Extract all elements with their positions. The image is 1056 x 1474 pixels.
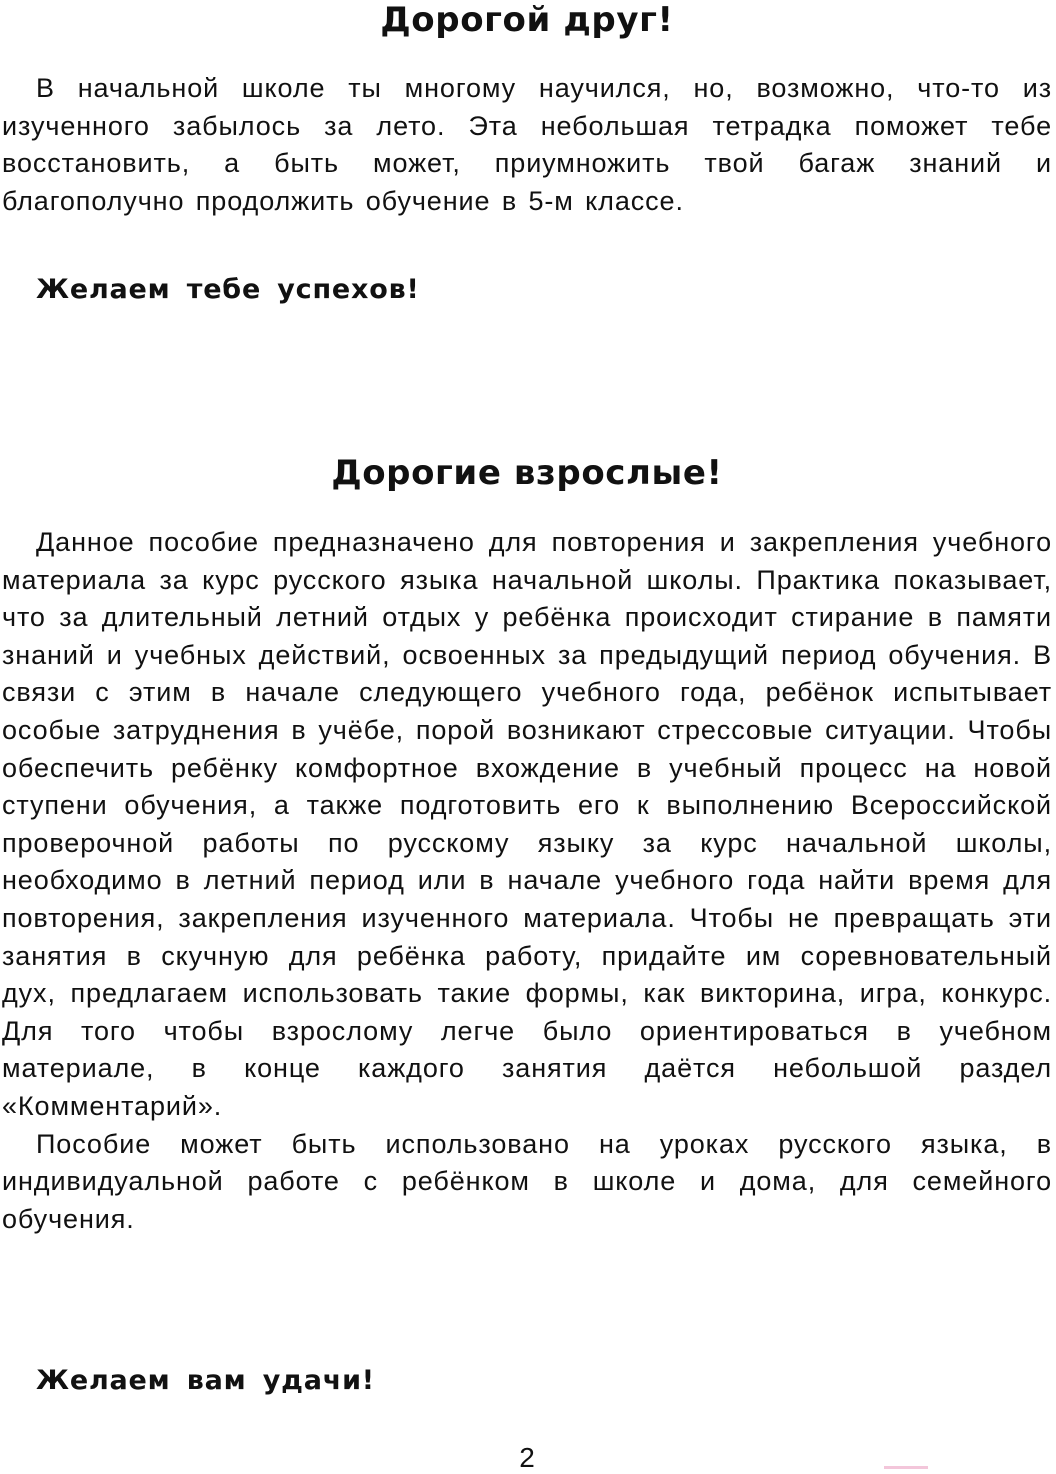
adults-message-paragraph-2: Пособие может быть использовано на уроках русского языка, в индивидуальной работе с ребёнком в школе и дома, для семейного обучения. — [2, 1128, 1052, 1234]
child-message-block — [2, 70, 1052, 220]
adults-message-paragraph-1: Данное пособие предназначено для повторения и закрепления учебного материала за курс русского языка начальной школы. Практика показывает, что за длительный летний отдых у ребёнка происходит стирание в памяти знаний и учебных действий, освоенных за предыдущий период обучения. В связи с этим в начале следующего учебного года, ребёнок испытывает особые затруднения в учёбе, порой возникают стрессовые ситуации. Чтобы обеспечить ребёнку комфортное вхождение в учебный процесс на новой ступени обучения, а также подготовить его к выполнению Всероссийской проверочной работы по русскому языку за курс начальной школы, необходимо в летний период или в начале учебного года найти время для повторения, закрепления изученного материала. Чтобы не превращать эти занятия в скучную для ребёнка работу, придайте им соревновательный дух, предлагаем использовать такие формы, как викторина, игра, конкурс. Для того чтобы взрослому легче было ориентироваться в учебном материале, в конце каждого занятия даётся небольшой раздел «Комментарий». — [2, 527, 1052, 1121]
child-message-paragraph: В начальной школе ты многому научился, но, возможно, что-то из изученного забылось за лето. Эта небольшая тетрадка поможет тебе восстановить, а быть может, приумножить твой багаж знаний и благополучно продолжить обучение в 5-м классе. — [2, 73, 1052, 216]
adults-closing-wish: Желаем вам удачи! — [36, 1365, 375, 1396]
child-greeting-heading: Дорогой друг! — [380, 0, 674, 40]
book-page — [2, 0, 1052, 1472]
adults-greeting-heading: Дорогие взрослые! — [331, 453, 723, 493]
decorative-pink-mark — [884, 1466, 928, 1469]
adults-message-block — [2, 524, 1052, 1238]
child-closing-wish: Желаем тебе успехов! — [36, 274, 420, 305]
page-number: 2 — [519, 1442, 535, 1473]
